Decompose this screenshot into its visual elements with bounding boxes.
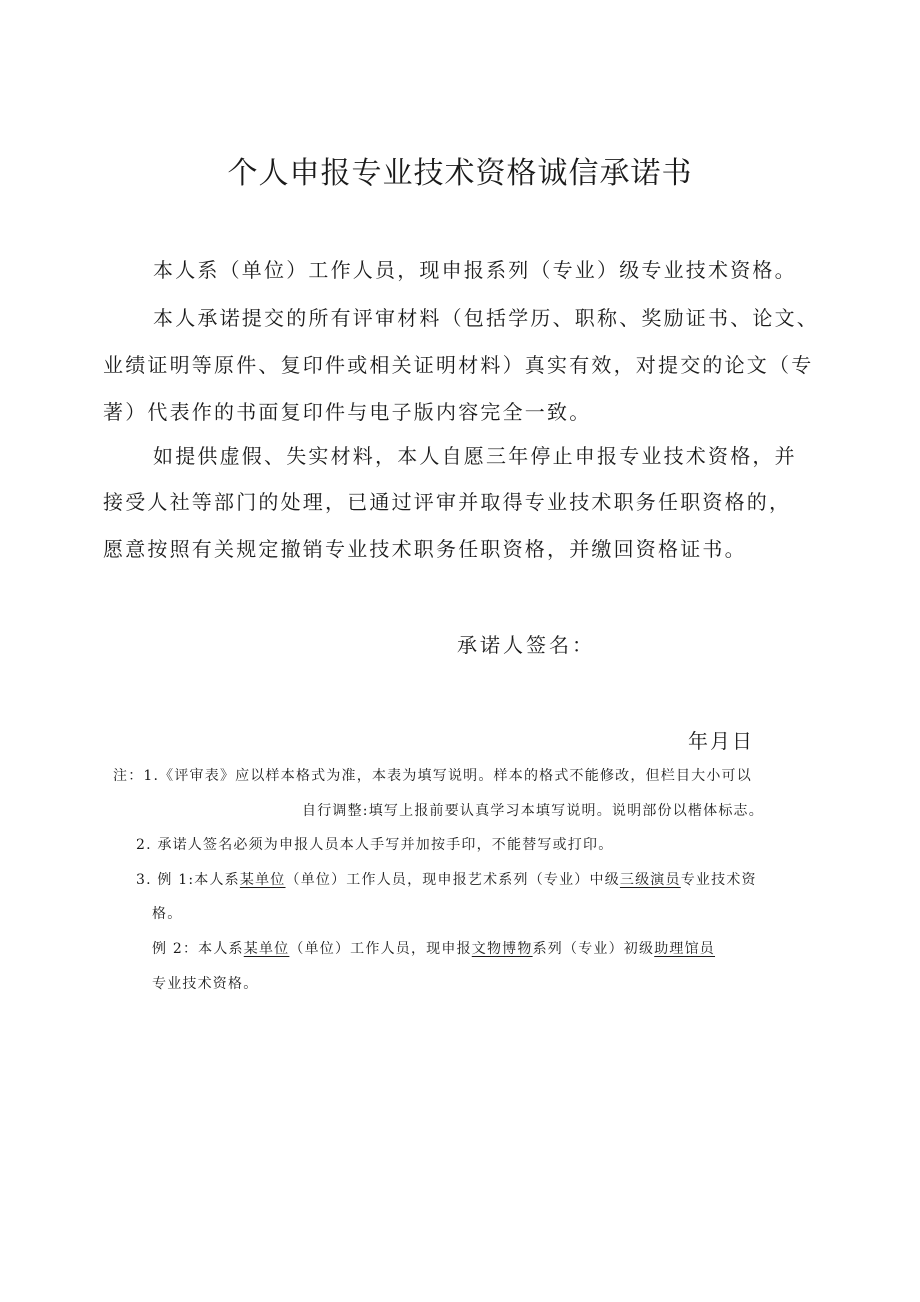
text-line: 如提供虚假、失实材料，本人自愿三年停止申报专业技术资格，并 [153,444,797,468]
example-1-line-2: 格。 [152,906,183,922]
example-2-series: 文物博物 [471,941,533,957]
example-2-line-2: 专业技术资格。 [152,976,259,992]
text-line: 本人承诺提交的所有评审材料（包括学历、职称、奖励证书、论文、 [153,306,819,330]
note-1-line-1: 注：1.《评审表》应以样本格式为准，本表为填写说明。样本的格式不能修改，但栏目大小可以 [113,768,752,784]
note-2: 2. 承诺人签名必须为申报人员本人手写并加按手印，不能替写或打印。 [136,837,614,853]
example-2-unit: 某单位 [243,941,290,957]
text-line: 愿意按照有关规定撤销专业技术职务任职资格，并缴回资格证书。 [103,537,747,561]
note-1-line-2: 自行调整:填写上报前要认真学习本填写说明。说明部份以楷体标志。 [302,803,764,819]
example-1-title: 三级演员 [619,872,681,888]
text-line: 本人系（单位）工作人员，现申报系列（专业）级专业技术资格。 [153,258,797,282]
example-1-suffix: 专业技术资 [680,872,757,888]
text-line: 业绩证明等原件、复印件或相关证明材料）真实有效，对提交的论文（专 [103,353,814,377]
example-2-prefix: 例 2：本人系 [152,941,244,957]
example-1-prefix: 3. 例 1:本人系 [136,872,240,888]
date-label: 年月日 [688,729,754,753]
text-line: 接受人社等部门的处理，已通过评审并取得专业技术职务任职资格的， [103,490,792,514]
example-2-mid-1: （单位）工作人员，现申报 [289,941,472,957]
text-line: 著）代表作的书面复印件与电子版内容完全一致。 [103,400,592,424]
example-1-unit: 某单位 [239,872,286,888]
example-2-mid-2: 系列（专业）初级 [532,941,655,957]
signature-label: 承诺人签名： [457,633,595,657]
page-title: 个人申报专业技术资格诚信承诺书 [227,156,693,191]
example-1-mid: （单位）工作人员，现申报艺术系列（专业）中级 [285,872,620,888]
example-2-line-1 [152,938,715,958]
example-2-title: 助理馆员 [654,941,716,957]
example-1-line-1 [136,869,757,889]
